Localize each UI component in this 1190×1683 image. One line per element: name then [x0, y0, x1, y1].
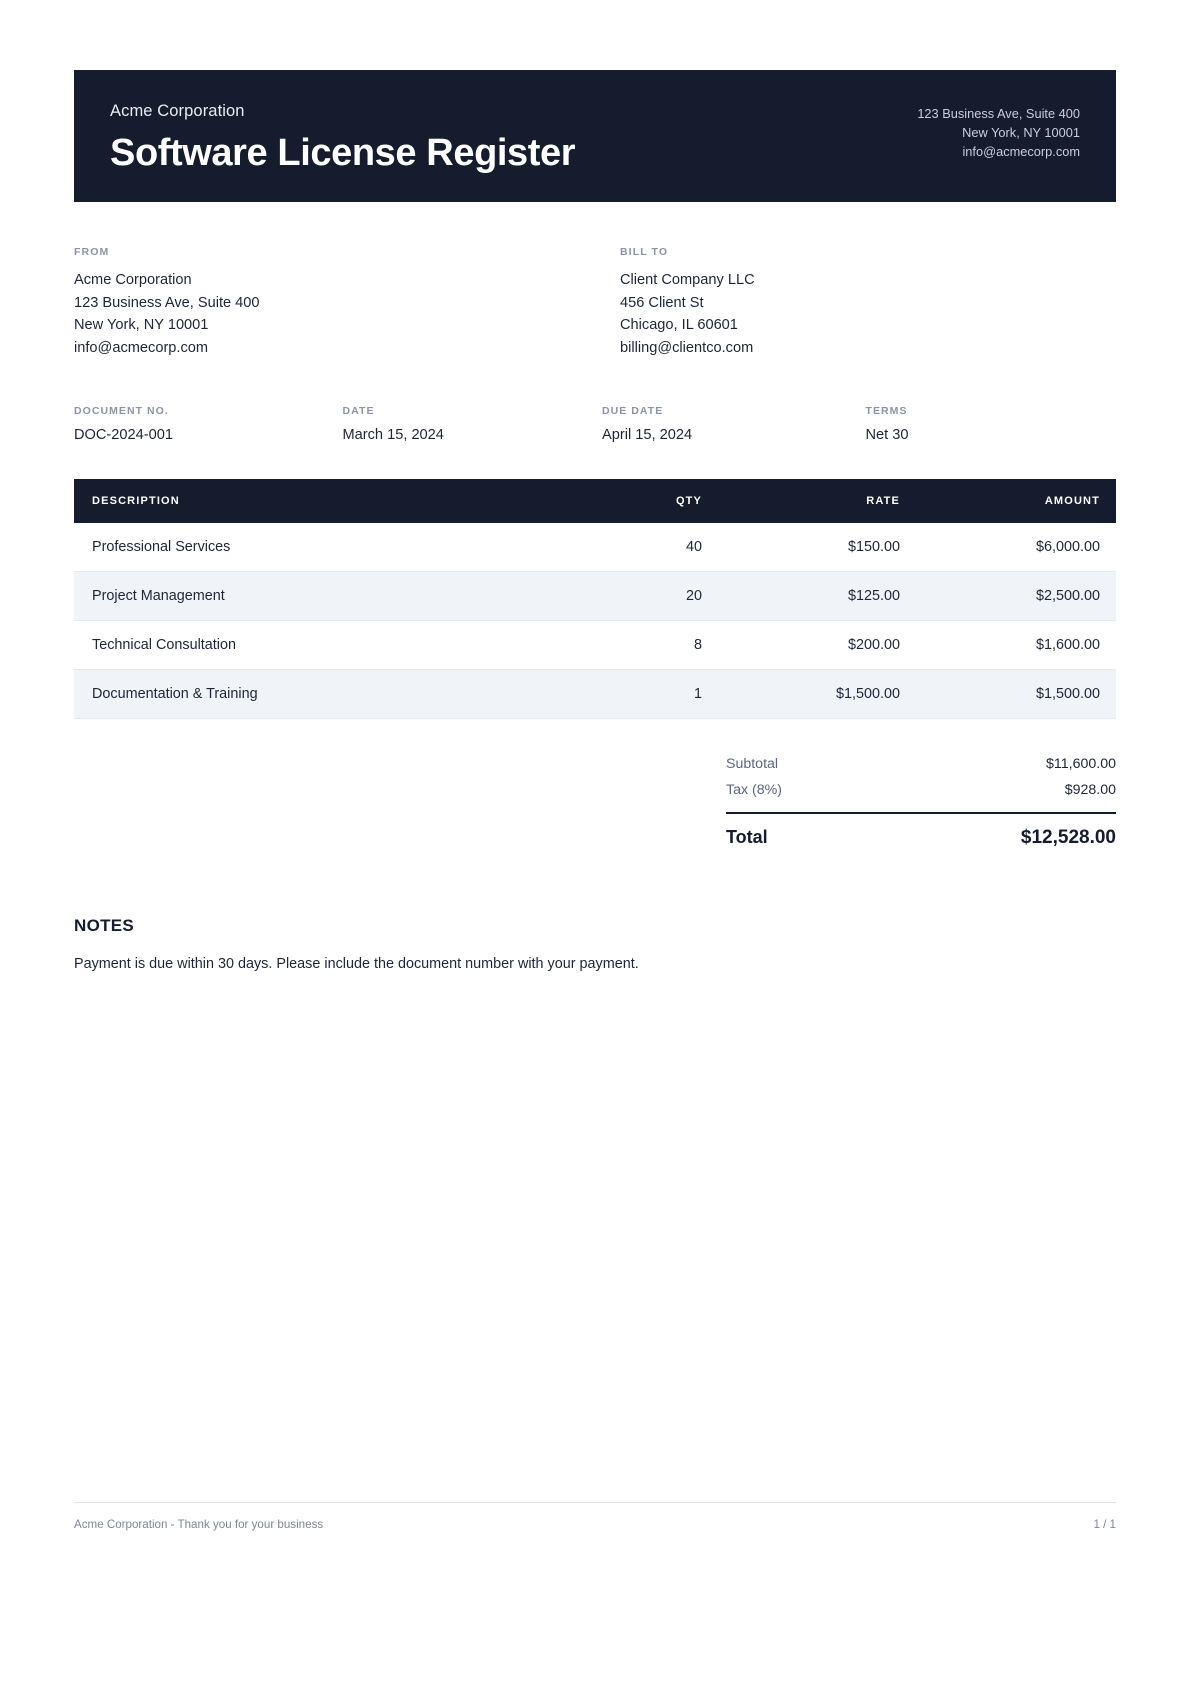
bill-to-label: BILL TO [620, 245, 669, 258]
document-footer [74, 1502, 1116, 1531]
column-header-amount: AMOUNT [918, 479, 1116, 523]
cell-rate: $150.00 [720, 523, 918, 572]
table-row [74, 523, 1116, 572]
line-items-table [74, 479, 1116, 719]
header-left-block [110, 100, 575, 174]
cell-amount: $1,600.00 [918, 620, 1116, 669]
column-header-rate: RATE [720, 479, 918, 523]
meta-label-due-date: DUE DATE [602, 404, 664, 417]
bill-to-line-2: 456 Client St [620, 294, 704, 311]
subtotal-row [726, 751, 1116, 777]
total-value: $12,528.00 [1020, 826, 1116, 848]
from-line-2: 123 Business Ave, Suite 400 [74, 294, 260, 311]
cell-amount: $2,500.00 [918, 571, 1116, 620]
tax-label: Tax (8%) [726, 781, 782, 798]
table-row [74, 669, 1116, 718]
meta-value-due-date: April 15, 2024 [602, 426, 693, 443]
subtotal-value: $11,600.00 [1046, 755, 1116, 772]
bill-to-block [595, 246, 1116, 360]
meta-document-no [74, 405, 335, 445]
from-line-4: info@acmecorp.com [74, 340, 209, 357]
meta-terms [856, 405, 1117, 445]
header-contact-block [917, 100, 1080, 161]
bill-to-line-1: Client Company LLC [620, 271, 755, 288]
cell-rate: $1,500.00 [720, 669, 918, 718]
cell-description: Professional Services [74, 523, 553, 572]
header-address-line2: New York, NY 10001 [962, 124, 1080, 140]
bill-to-line-3: Chicago, IL 60601 [620, 317, 738, 334]
meta-due-date [595, 405, 856, 445]
header-email: info@acmecorp.com [962, 143, 1080, 159]
meta-value-document-no: DOC-2024-001 [74, 426, 173, 443]
cell-amount: $6,000.00 [918, 523, 1116, 572]
cell-description: Technical Consultation [74, 620, 553, 669]
total-label: Total [726, 826, 768, 847]
notes-section [74, 916, 1116, 975]
page-title: Software License Register [110, 131, 576, 174]
cell-qty: 8 [553, 620, 720, 669]
cell-amount: $1,500.00 [918, 669, 1116, 718]
parties-section [74, 246, 1116, 360]
meta-value-date: March 15, 2024 [342, 426, 444, 443]
notes-title: NOTES [74, 915, 135, 935]
from-block [74, 246, 595, 360]
cell-description: Documentation & Training [74, 669, 553, 718]
column-header-description: DESCRIPTION [74, 479, 553, 523]
notes-body: Payment is due within 30 days. Please include the document number with your payment. [74, 955, 639, 972]
from-label: FROM [74, 245, 110, 258]
tax-value: $928.00 [1064, 781, 1116, 798]
meta-label-terms: TERMS [865, 404, 908, 417]
from-line-3: New York, NY 10001 [74, 317, 209, 334]
document-header [74, 70, 1116, 202]
subtotal-label: Subtotal [726, 755, 779, 772]
table-header-row [74, 479, 1116, 523]
meta-label-date: DATE [342, 404, 375, 417]
meta-date [335, 405, 596, 445]
cell-qty: 1 [553, 669, 720, 718]
meta-label-document-no: DOCUMENT NO. [74, 404, 169, 417]
grand-total-row [726, 812, 1116, 854]
totals-section [74, 751, 1116, 854]
cell-qty: 40 [553, 523, 720, 572]
from-line-1: Acme Corporation [74, 271, 192, 288]
table-row [74, 620, 1116, 669]
cell-rate: $125.00 [720, 571, 918, 620]
footer-text: Acme Corporation - Thank you for your business [74, 1518, 324, 1531]
table-row [74, 571, 1116, 620]
footer-page-number: 1 / 1 [1093, 1518, 1116, 1531]
bill-to-line-4: billing@clientco.com [620, 340, 754, 357]
totals-block [726, 751, 1116, 854]
table-body [74, 523, 1116, 719]
cell-rate: $200.00 [720, 620, 918, 669]
table-head [74, 479, 1116, 523]
column-header-qty: QTY [553, 479, 720, 523]
cell-description: Project Management [74, 571, 553, 620]
meta-value-terms: Net 30 [865, 426, 909, 443]
header-address-line1: 123 Business Ave, Suite 400 [917, 106, 1080, 121]
tax-row [726, 777, 1116, 803]
company-name: Acme Corporation [110, 102, 245, 120]
document-meta-row [74, 405, 1116, 445]
cell-qty: 20 [553, 571, 720, 620]
